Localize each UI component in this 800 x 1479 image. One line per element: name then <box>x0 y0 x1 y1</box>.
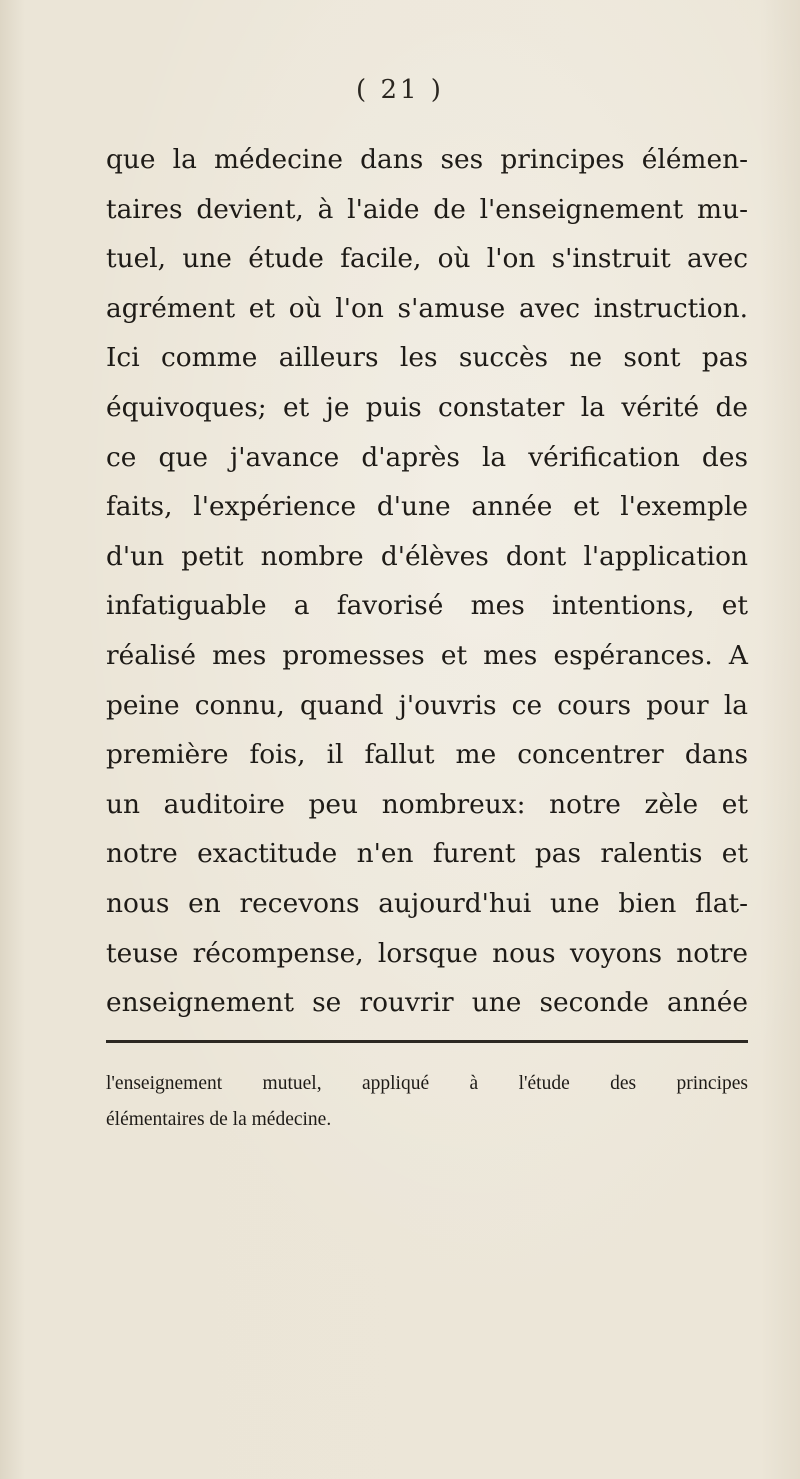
text-line: teuse récompense, lorsque nous voyons notre <box>106 937 748 969</box>
page-number: ( 21 ) <box>356 75 444 105</box>
footnote <box>106 1066 748 1138</box>
text-line: réalisé mes promesses et mes espérances. A <box>106 639 748 671</box>
text-line: infatiguable a favorisé mes intentions, et <box>106 590 748 622</box>
footnote-rule <box>106 1040 748 1043</box>
text-line: ce que j'avance d'après la vérification des <box>106 441 748 473</box>
text-line: tuel, une étude facile, où l'on s'instruit avec <box>106 243 748 275</box>
text-line: notre exactitude n'en furent pas ralentis et <box>106 838 748 870</box>
text-line: d'un petit nombre d'élèves dont l'application <box>106 540 748 572</box>
text-line: que la médecine dans ses principes élémen- <box>106 144 748 175</box>
text-line: peine connu, quand j'ouvris ce cours pour la <box>106 689 748 721</box>
footnote-line: l'enseignement mutuel, appliqué à l'étude des principes <box>106 1073 748 1094</box>
text-line: un auditoire peu nombreux: notre zèle et <box>106 788 748 820</box>
text-line: nous en recevons aujourd'hui une bien flat- <box>106 887 748 919</box>
text-line: faits, l'expérience d'une année et l'exemple <box>106 491 748 523</box>
body-text <box>106 135 748 1028</box>
text-line: Ici comme ailleurs les succès ne sont pas <box>106 342 748 374</box>
footnote-line: élémentaires de la médecine. <box>106 1109 332 1130</box>
text-line: équivoques; et je puis constater la vérité de <box>106 391 748 423</box>
text-line: taires devient, à l'aide de l'enseignement mu- <box>106 193 748 225</box>
text-line: première fois, il fallut me concentrer dans <box>106 739 748 771</box>
text-line: agrément et où l'on s'amuse avec instruction. <box>106 292 748 324</box>
text-line: enseignement se rouvrir une seconde année <box>106 987 748 1019</box>
